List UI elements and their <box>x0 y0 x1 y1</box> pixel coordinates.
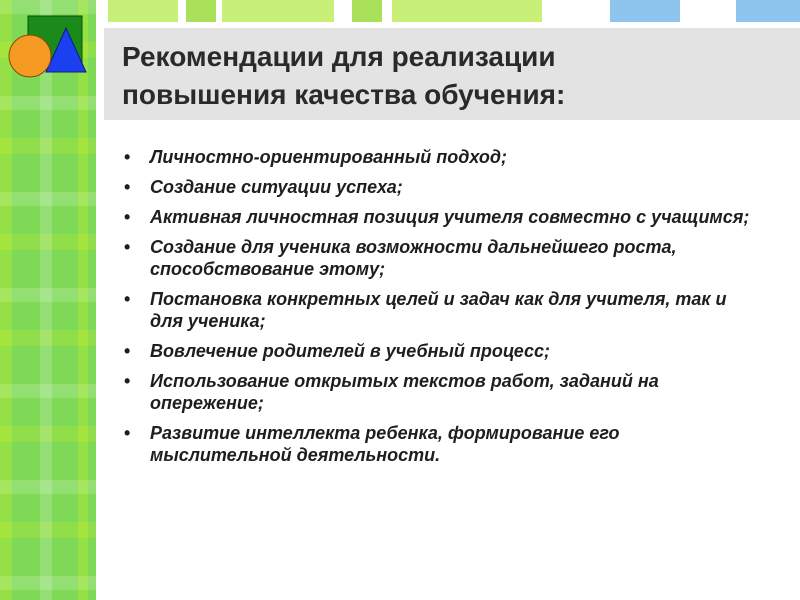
top-block-blue-2 <box>736 0 800 22</box>
bullet-marker: • <box>124 289 131 309</box>
list-item-text: Вовлечение родителей в учебный процесс; <box>150 341 551 361</box>
list-item-text: Создание для ученика возможности дальнейшего роста, способствование этому; <box>150 237 677 279</box>
logo-shapes <box>0 0 100 90</box>
left-decorative-column <box>0 0 100 600</box>
top-block-green-1 <box>108 0 178 22</box>
recommendations-list <box>120 146 760 474</box>
left-divider-stripe <box>96 0 101 600</box>
list-item <box>120 422 760 466</box>
list-item <box>120 176 760 198</box>
top-block-green-5 <box>392 0 542 22</box>
list-item-text: Активная личностная позиция учителя совместно с учащимся; <box>150 207 750 227</box>
top-block-green-4 <box>352 0 382 22</box>
top-block-green-2 <box>186 0 216 22</box>
bullet-marker: • <box>124 371 131 391</box>
list-item-text: Развитие интеллекта ребенка, формирование его мыслительной деятельности. <box>150 423 620 465</box>
top-block-green-3 <box>222 0 334 22</box>
bullet-marker: • <box>124 147 131 167</box>
list-item-text: Создание ситуации успеха; <box>150 177 403 197</box>
bullet-marker: • <box>124 207 131 227</box>
list-item <box>120 370 760 414</box>
title-line-2: повышения качества обучения: <box>122 79 566 110</box>
list-item-text: Использование открытых текстов работ, заданий на опережение; <box>150 371 659 413</box>
slide-title <box>122 38 782 114</box>
top-block-blue-1 <box>610 0 680 22</box>
list-item <box>120 236 760 280</box>
list-item <box>120 206 760 228</box>
list-item <box>120 146 760 168</box>
list-item-text: Личностно-ориентированный подход; <box>150 147 508 167</box>
bullet-marker: • <box>124 341 131 361</box>
bullet-marker: • <box>124 423 131 443</box>
bullet-marker: • <box>124 237 131 257</box>
list-item-text: Постановка конкретных целей и задач как для учителя, так и для ученика; <box>150 289 727 331</box>
bullet-marker: • <box>124 177 131 197</box>
logo-circle <box>9 35 51 77</box>
title-line-1: Рекомендации для реализации <box>122 41 556 72</box>
list-item <box>120 340 760 362</box>
list-item <box>120 288 760 332</box>
